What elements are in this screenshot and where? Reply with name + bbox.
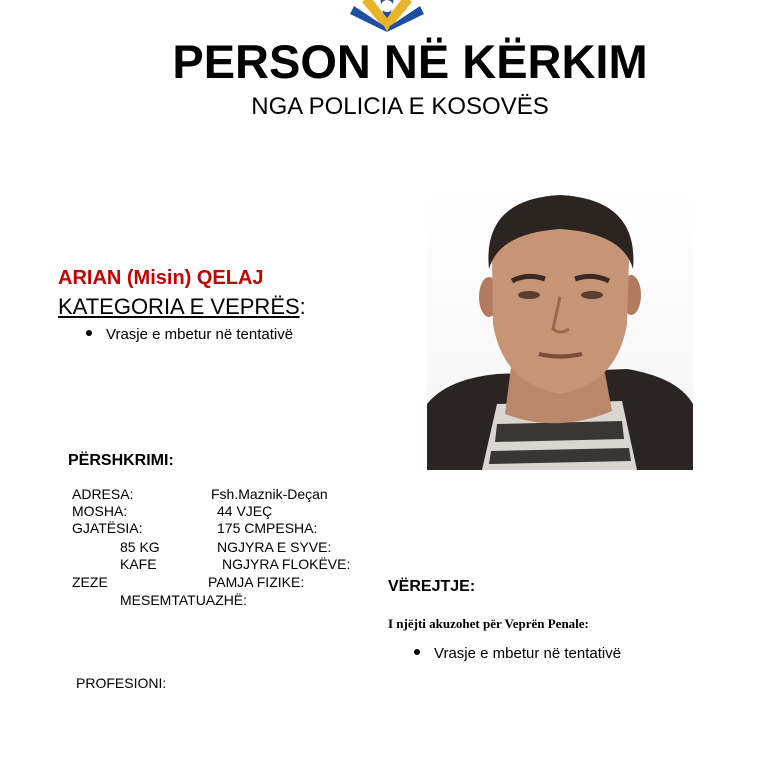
bullet-icon [86,330,92,336]
page-subtitle: NGA POLICIA E KOSOVËS [251,93,549,120]
desc-line: 175 CMPESHA: [217,520,318,536]
desc-line: PAMJA FIZIKE: [208,574,305,590]
remarks-item: Vrasje e mbetur në tentativë [414,645,621,662]
page-title: PERSON NË KËRKIM [172,35,648,88]
offense-category-label [58,294,306,320]
remarks-title: VËREJTJE: [388,578,476,595]
desc-line: GJATËSIA: [72,520,143,536]
desc-line: MOSHA: [72,503,128,519]
person-name: ARIAN (Misin) QELAJ [58,267,264,289]
offense-item: Vrasje e mbetur në tentativë [86,326,293,343]
remarks-text: I njëjti akuzohet për Veprën Penale: [388,616,589,631]
desc-line: PROFESIONI: [76,675,167,691]
desc-line: ADRESA: [72,486,134,502]
desc-line: 44 VJEÇ [217,503,273,519]
desc-line: KAFE [120,556,157,572]
kosovo-police-star-icon [340,0,435,32]
desc-line: Fsh.Maznik-Deçan [211,486,328,502]
desc-line: MESEMTATUAZHË: [120,592,248,608]
desc-line: ZEZE [72,574,108,590]
desc-line: 85 KG [120,539,160,555]
desc-line: NGJYRA FLOKËVE: [222,556,351,572]
desc-line: NGJYRA E SYVE: [217,539,332,555]
person-portrait [427,189,693,470]
offense-category-text: KATEGORIA E VEPRËS [58,294,300,319]
description-title: PËRSHKRIMI: [68,452,174,469]
bullet-icon [414,649,420,655]
offense-category-colon: : [299,294,306,319]
